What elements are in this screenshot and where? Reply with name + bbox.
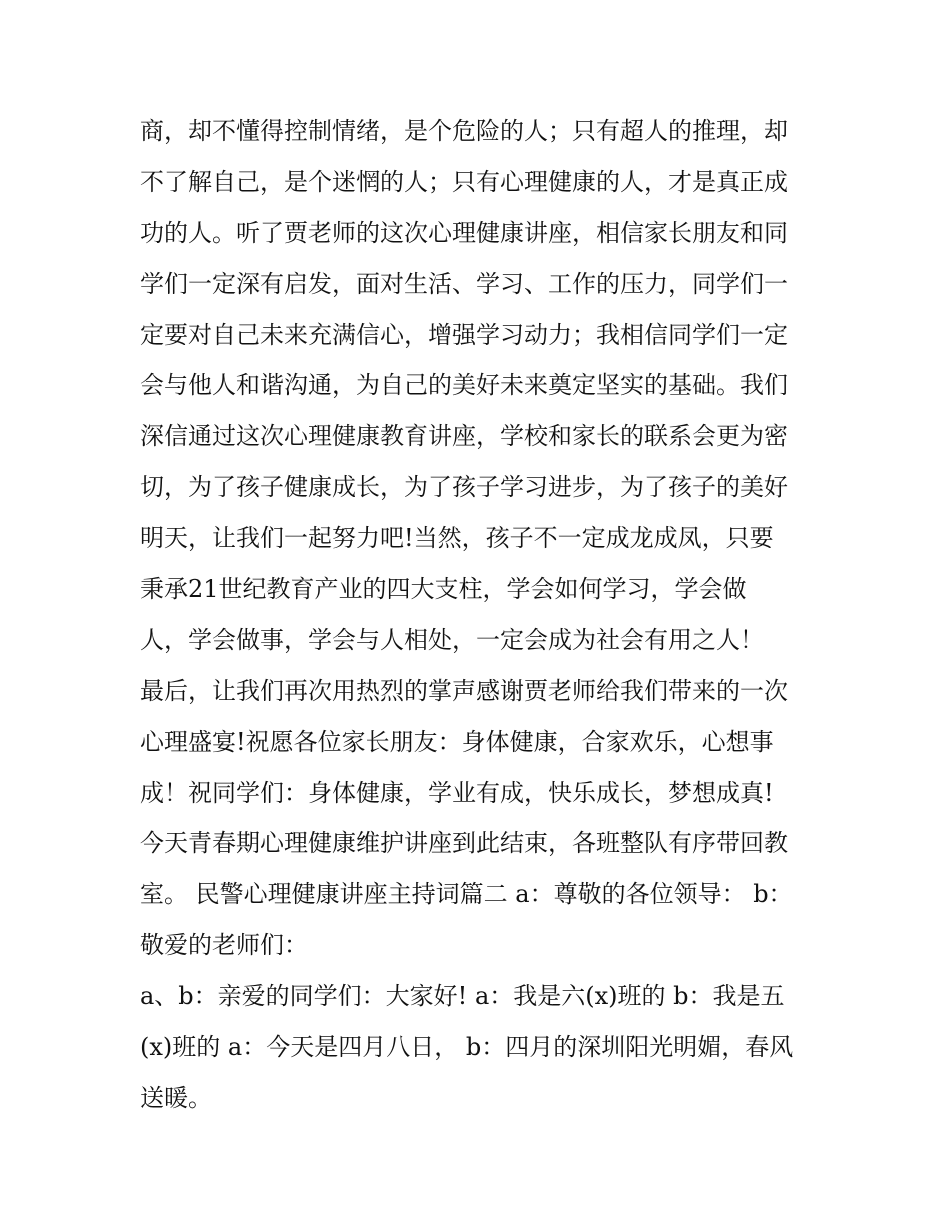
text-line: 切，为了孩子健康成长，为了孩子学习进步，为了孩子的美好 xyxy=(140,473,788,502)
text-line: 定要对自己未来充满信心，增强学习动力；我相信同学们一定 xyxy=(140,320,788,349)
text-line: 秉承21世纪教育产业的四大支柱，学会如何学习，学会做 xyxy=(140,575,747,604)
text-line: 人，学会做事，学会与人相处，一定会成为社会有用之人！ xyxy=(140,625,764,654)
text-line: 敬爱的老师们： xyxy=(140,931,308,960)
text-line: 学们一定深有启发，面对生活、学习、工作的压力，同学们一 xyxy=(140,269,788,298)
text-line: 最后，让我们再次用热烈的掌声感谢贾老师给我们带来的一次 xyxy=(140,676,788,705)
text-line: 商，却不懂得控制情绪，是个危险的人；只有超人的推理，却 xyxy=(140,117,788,145)
text-line: (x)班的 a：今天是四月八日， b：四月的深圳阳光明媚，春风 xyxy=(140,1033,794,1062)
text-line: 今天青春期心理健康维护讲座到此结束，各班整队有序带回教 xyxy=(140,829,788,858)
text-line: 深信通过这次心理健康教育讲座，学校和家长的联系会更为密 xyxy=(140,422,788,451)
text-line: 心理盛宴!祝愿各位家长朋友：身体健康，合家欢乐，心想事 xyxy=(140,727,774,756)
text-line: 室。 民警心理健康讲座主持词篇二 a：尊敬的各位领导： b： xyxy=(140,880,793,909)
body-text xyxy=(140,106,820,1124)
text-line: 成！祝同学们：身体健康，学业有成，快乐成长，梦想成真! xyxy=(140,778,774,807)
text-line: 会与他人和谐沟通，为自己的美好未来奠定坚实的基础。我们 xyxy=(140,371,788,400)
text-line: 送暖。 xyxy=(140,1083,212,1112)
text-line: 功的人。听了贾老师的这次心理健康讲座，相信家长朋友和同 xyxy=(140,218,788,247)
text-line: 明天，让我们一起努力吧!当然，孩子不一定成龙成凤，只要 xyxy=(140,524,774,553)
text-line: 不了解自己，是个迷惘的人；只有心理健康的人，才是真正成 xyxy=(140,167,788,196)
text-line: a、b：亲爱的同学们：大家好! a：我是六(x)班的 b：我是五 xyxy=(140,982,785,1011)
